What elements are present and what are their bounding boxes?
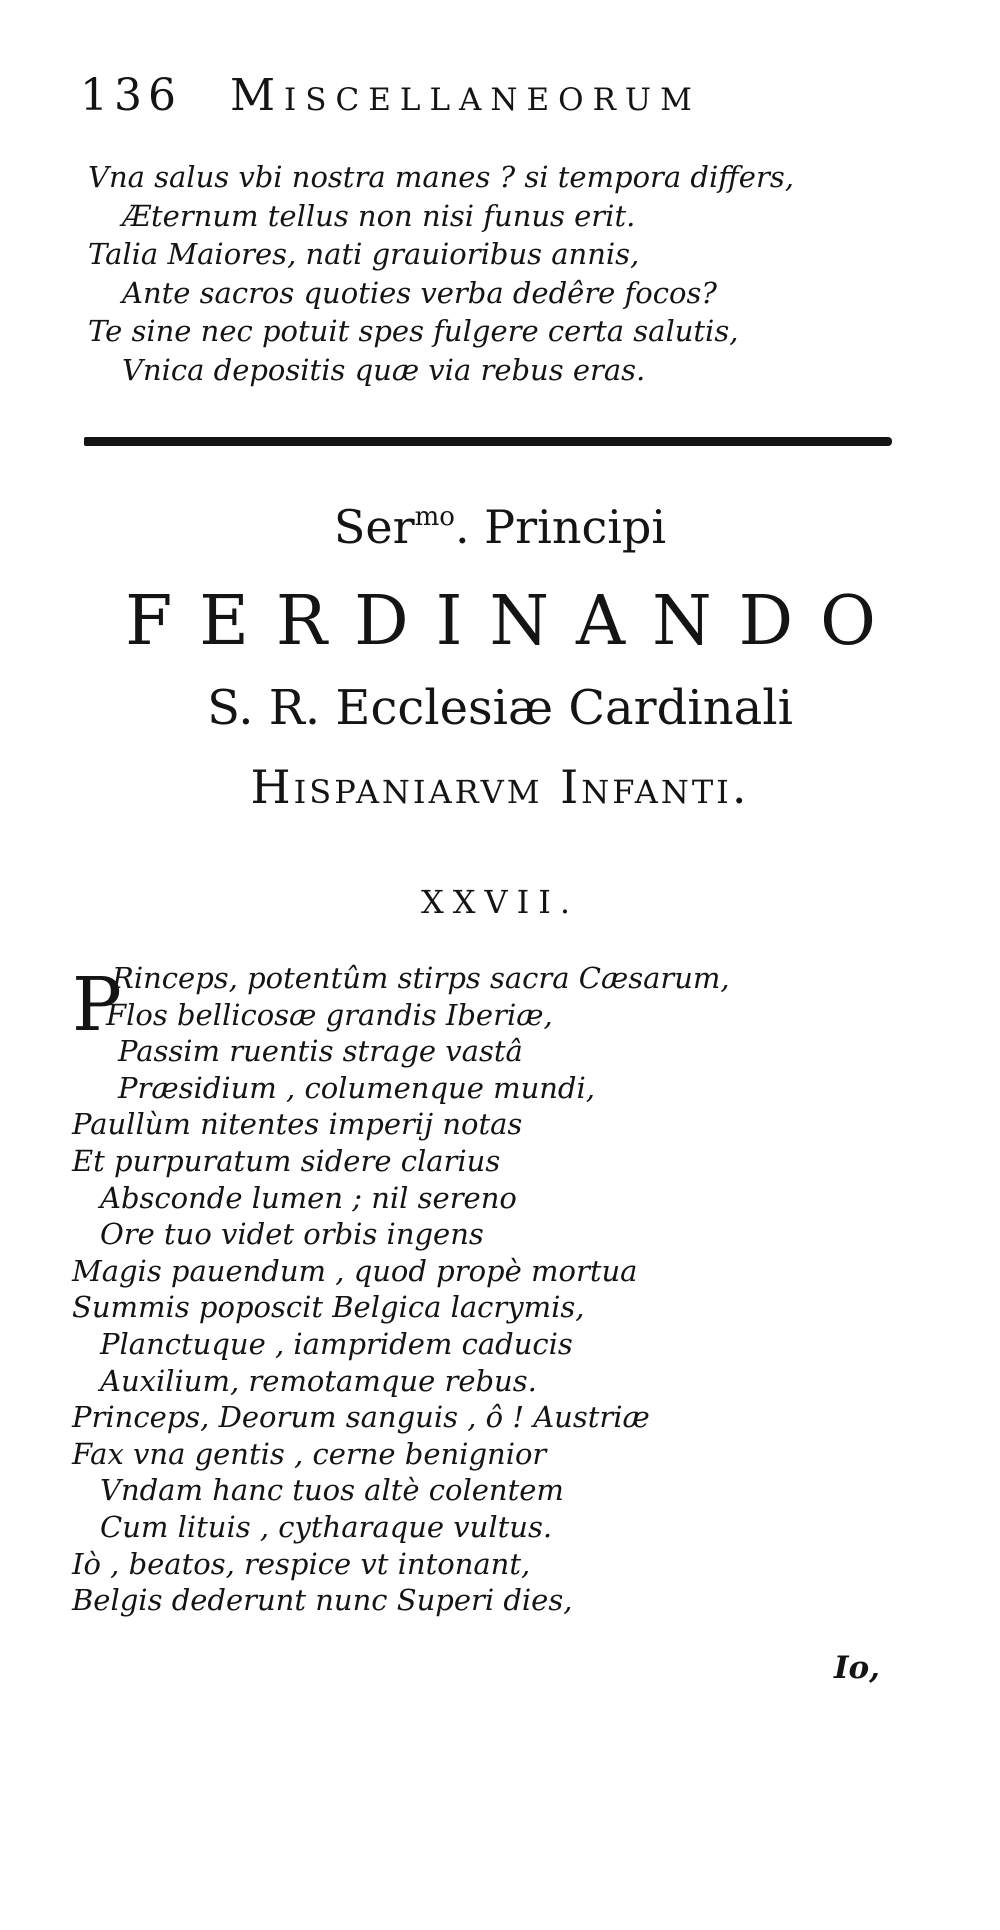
dedication-prefix: Ser	[333, 500, 415, 554]
ode-line: Ore tuo videt orbis ingens	[100, 1217, 484, 1252]
dedication-line-4: Hispaniarvm Infanti.	[250, 760, 750, 814]
drop-cap: P	[72, 962, 122, 1048]
ode-line: Flos bellicosæ grandis Iberiæ,	[106, 997, 553, 1032]
verse-line: Te sine nec potuit spes fulgere certa salutis,	[88, 314, 739, 348]
catchword: Io,	[834, 1650, 880, 1686]
ode-line: Passim ruentis strage vastâ	[118, 1034, 523, 1069]
ode-line: Summis poposcit Belgica lacrymis,	[72, 1290, 585, 1325]
closing-verses	[88, 158, 868, 389]
ode-line: Vndam hanc tuos altè colentem	[100, 1473, 564, 1508]
ode-line: Rinceps, potentûm stirps sacra Cæsarum,	[112, 961, 730, 995]
dedication-line-3: S. R. Ecclesiæ Cardinali	[207, 680, 793, 736]
ode-line: Paullùm nitentes imperij notas	[72, 1107, 523, 1142]
verse-line: Talia Maiores, nati grauioribus annis,	[88, 237, 640, 271]
dedication-principi: . Principi	[454, 500, 667, 554]
ode-text	[72, 960, 832, 1619]
ode-line: Cum lituis , cytharaque vultus.	[100, 1509, 553, 1544]
running-title: Miscellaneorum	[229, 70, 701, 121]
dedication-name: FERDINANDO	[125, 582, 903, 661]
ode-line: Belgis dederunt nunc Superi dies,	[72, 1583, 573, 1618]
poem-numeral: XXVII.	[420, 883, 580, 921]
ode-line: Abscondе lumen ; nil sereno	[100, 1180, 517, 1215]
dedication-superscript: mo	[414, 502, 455, 532]
ode-line: Fax vna gentis , cerne benignior	[72, 1436, 547, 1471]
ode-line: Princeps, Deorum sanguis , ô ! Austriæ	[72, 1400, 650, 1435]
dedication-line-1	[0, 500, 1000, 554]
ode-line: Iò , beatos, respice vt intonant,	[72, 1546, 531, 1581]
section-rule	[84, 437, 892, 446]
ode-line: Et purpuratum sidere clarius	[72, 1143, 501, 1178]
running-header	[80, 70, 840, 121]
verse-line: Vna salus vbi nostra manes ? si tempora differs,	[88, 160, 794, 194]
verse-line: Æternum tellus non nisi funus erit.	[122, 198, 636, 233]
verse-line: Ante sacros quoties verba dedêre focos?	[122, 275, 717, 310]
ode-line: Magis pauendum , quod propè mortua	[72, 1253, 638, 1288]
verse-line: Vnica depositis quæ via rebus eras.	[122, 352, 646, 387]
ode-line: Auxilium, remotamque rebus.	[100, 1363, 537, 1398]
ode-line: Præsidium , columenque mundi,	[118, 1070, 595, 1105]
ode-line: Planctuque , iampridem caducis	[100, 1326, 573, 1361]
page-number: 136	[80, 70, 182, 121]
